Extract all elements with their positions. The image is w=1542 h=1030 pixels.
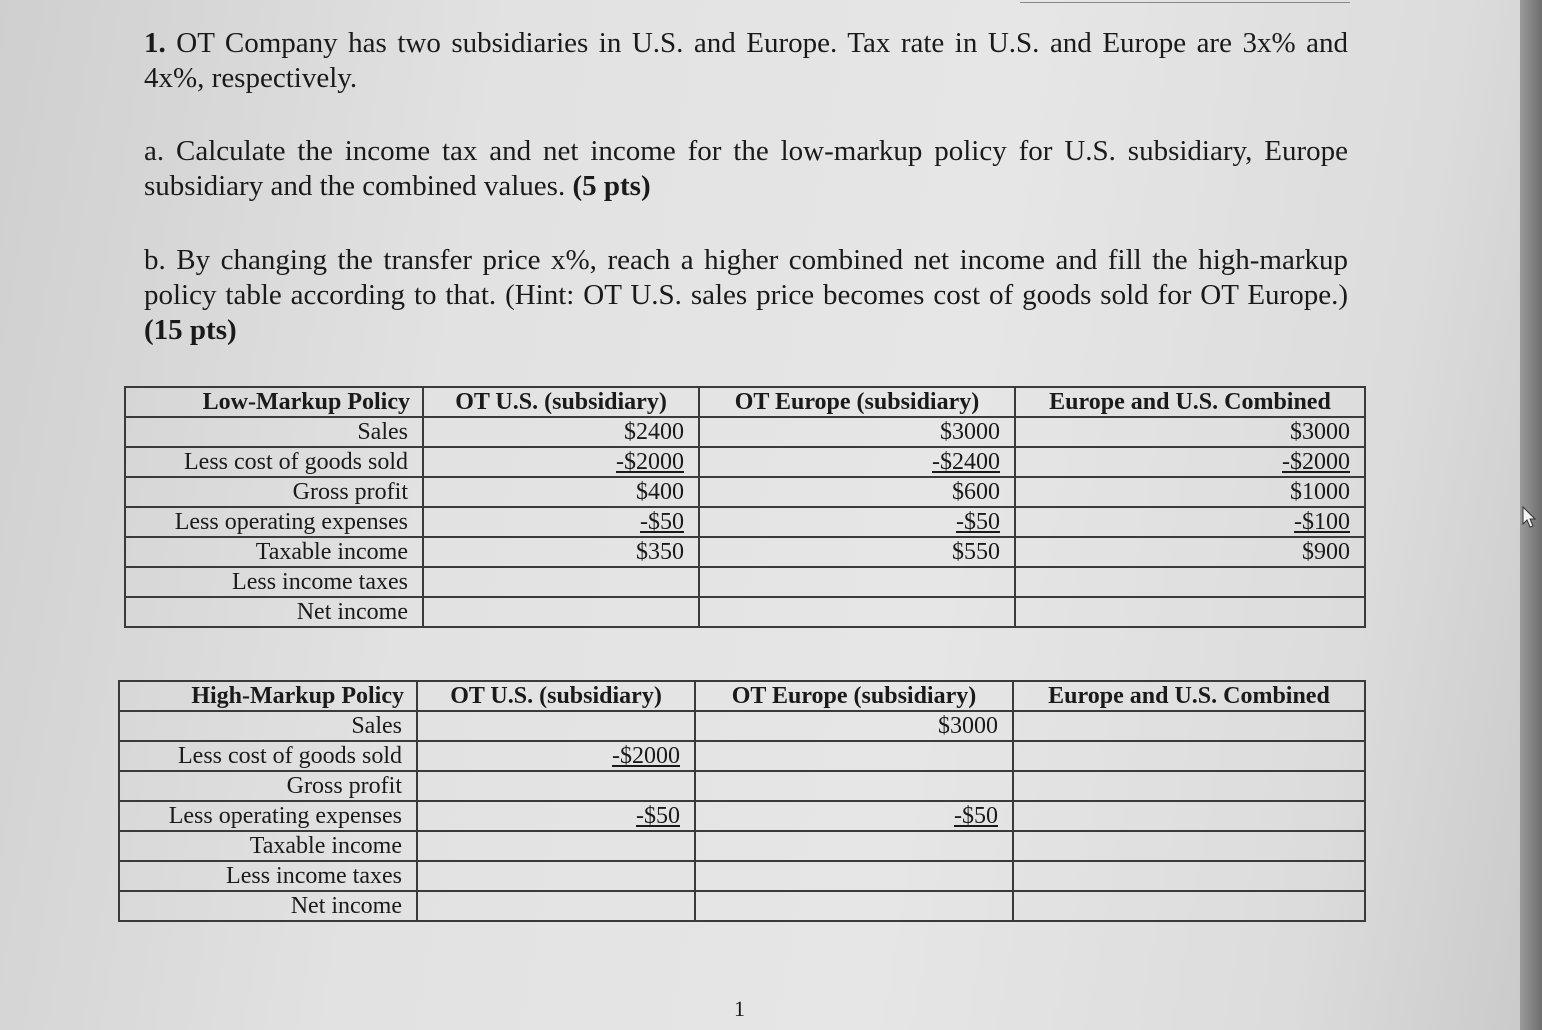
question-part-b — [144, 243, 1348, 348]
row-label: Sales — [125, 417, 423, 447]
us-cell[interactable] — [417, 891, 695, 921]
part-a-points: (5 pts) — [572, 170, 651, 202]
combined-cell[interactable] — [1013, 891, 1365, 921]
row-label: Gross profit — [119, 771, 417, 801]
row-label: Taxable income — [119, 831, 417, 861]
low-row-cogs — [125, 447, 1365, 477]
row-label: Taxable income — [125, 537, 423, 567]
row-label: Less operating expenses — [125, 507, 423, 537]
low-table-header — [125, 387, 1365, 417]
combined-cell[interactable] — [1013, 831, 1365, 861]
us-cell: $2400 — [423, 417, 699, 447]
combined-cell: -$100 — [1015, 507, 1365, 537]
row-label: Gross profit — [125, 477, 423, 507]
europe-cell: -$2400 — [699, 447, 1015, 477]
combined-cell[interactable] — [1013, 801, 1365, 831]
us-cell: -$2000 — [423, 447, 699, 477]
us-cell: -$2000 — [417, 741, 695, 771]
high-row-taxes — [119, 861, 1365, 891]
low-header-europe: OT Europe (subsidiary) — [699, 387, 1015, 417]
europe-cell[interactable] — [695, 891, 1013, 921]
high-row-taxable — [119, 831, 1365, 861]
high-row-sales — [119, 711, 1365, 741]
europe-cell: $3000 — [695, 711, 1013, 741]
part-b-points: (15 pts) — [144, 314, 237, 346]
combined-cell[interactable] — [1013, 861, 1365, 891]
row-label: Less cost of goods sold — [125, 447, 423, 477]
mouse-pointer-icon — [1522, 506, 1536, 528]
low-row-opex — [125, 507, 1365, 537]
us-cell: -$50 — [423, 507, 699, 537]
high-row-net-income — [119, 891, 1365, 921]
europe-cell: $3000 — [699, 417, 1015, 447]
row-label: Less income taxes — [119, 861, 417, 891]
high-header-combined: Europe and U.S. Combined — [1013, 681, 1365, 711]
low-row-gross-profit — [125, 477, 1365, 507]
low-markup-table — [124, 386, 1366, 628]
row-label: Less operating expenses — [119, 801, 417, 831]
combined-cell: $3000 — [1015, 417, 1365, 447]
low-header-combined: Europe and U.S. Combined — [1015, 387, 1365, 417]
europe-cell[interactable] — [695, 861, 1013, 891]
row-label: Net income — [125, 597, 423, 627]
low-row-taxes — [125, 567, 1365, 597]
us-cell[interactable] — [417, 861, 695, 891]
row-label: Less income taxes — [125, 567, 423, 597]
high-row-opex — [119, 801, 1365, 831]
europe-cell[interactable] — [695, 741, 1013, 771]
us-cell[interactable] — [417, 711, 695, 741]
us-cell[interactable] — [417, 771, 695, 801]
europe-cell: $550 — [699, 537, 1015, 567]
combined-cell[interactable] — [1013, 741, 1365, 771]
high-row-gross-profit — [119, 771, 1365, 801]
question-intro — [144, 26, 1348, 96]
high-row-cogs — [119, 741, 1365, 771]
us-cell: -$50 — [417, 801, 695, 831]
us-cell[interactable] — [423, 597, 699, 627]
question-number: 1. — [144, 27, 166, 59]
combined-cell: $900 — [1015, 537, 1365, 567]
row-label: Net income — [119, 891, 417, 921]
europe-cell: -$50 — [699, 507, 1015, 537]
high-header-policy: High-Markup Policy — [119, 681, 417, 711]
low-row-taxable — [125, 537, 1365, 567]
low-header-policy: Low-Markup Policy — [125, 387, 423, 417]
row-label: Less cost of goods sold — [119, 741, 417, 771]
combined-cell: -$2000 — [1015, 447, 1365, 477]
europe-cell[interactable] — [695, 831, 1013, 861]
page-number: 1 — [734, 996, 745, 1021]
europe-cell[interactable] — [699, 597, 1015, 627]
europe-cell: $600 — [699, 477, 1015, 507]
high-header-europe: OT Europe (subsidiary) — [695, 681, 1013, 711]
row-label: Sales — [119, 711, 417, 741]
part-b-text: b. By changing the transfer price x%, reach a higher combined net income and fill the high-markup policy table according to that. (Hint: OT U.S. sales price becomes cost of goods sold for OT Europe.) — [144, 244, 1348, 311]
top-rule — [1020, 2, 1350, 3]
combined-cell[interactable] — [1013, 711, 1365, 741]
low-header-us: OT U.S. (subsidiary) — [423, 387, 699, 417]
us-cell[interactable] — [423, 567, 699, 597]
question-part-a — [144, 134, 1348, 204]
us-cell: $350 — [423, 537, 699, 567]
europe-cell[interactable] — [699, 567, 1015, 597]
high-markup-table — [118, 680, 1366, 922]
low-row-sales — [125, 417, 1365, 447]
combined-cell: $1000 — [1015, 477, 1365, 507]
question-intro-text: OT Company has two subsidiaries in U.S. and Europe. Tax rate in U.S. and Europe are 3x% and 4x%, respectively. — [144, 27, 1349, 94]
high-table-header — [119, 681, 1365, 711]
part-a-text: a. Calculate the income tax and net income for the low-markup policy for U.S. subsidiary, Europe subsidiary and the combined values. — [144, 135, 1348, 202]
europe-cell: -$50 — [695, 801, 1013, 831]
combined-cell[interactable] — [1015, 567, 1365, 597]
combined-cell[interactable] — [1013, 771, 1365, 801]
combined-cell[interactable] — [1015, 597, 1365, 627]
europe-cell[interactable] — [695, 771, 1013, 801]
low-row-net-income — [125, 597, 1365, 627]
us-cell[interactable] — [417, 831, 695, 861]
us-cell: $400 — [423, 477, 699, 507]
high-header-us: OT U.S. (subsidiary) — [417, 681, 695, 711]
